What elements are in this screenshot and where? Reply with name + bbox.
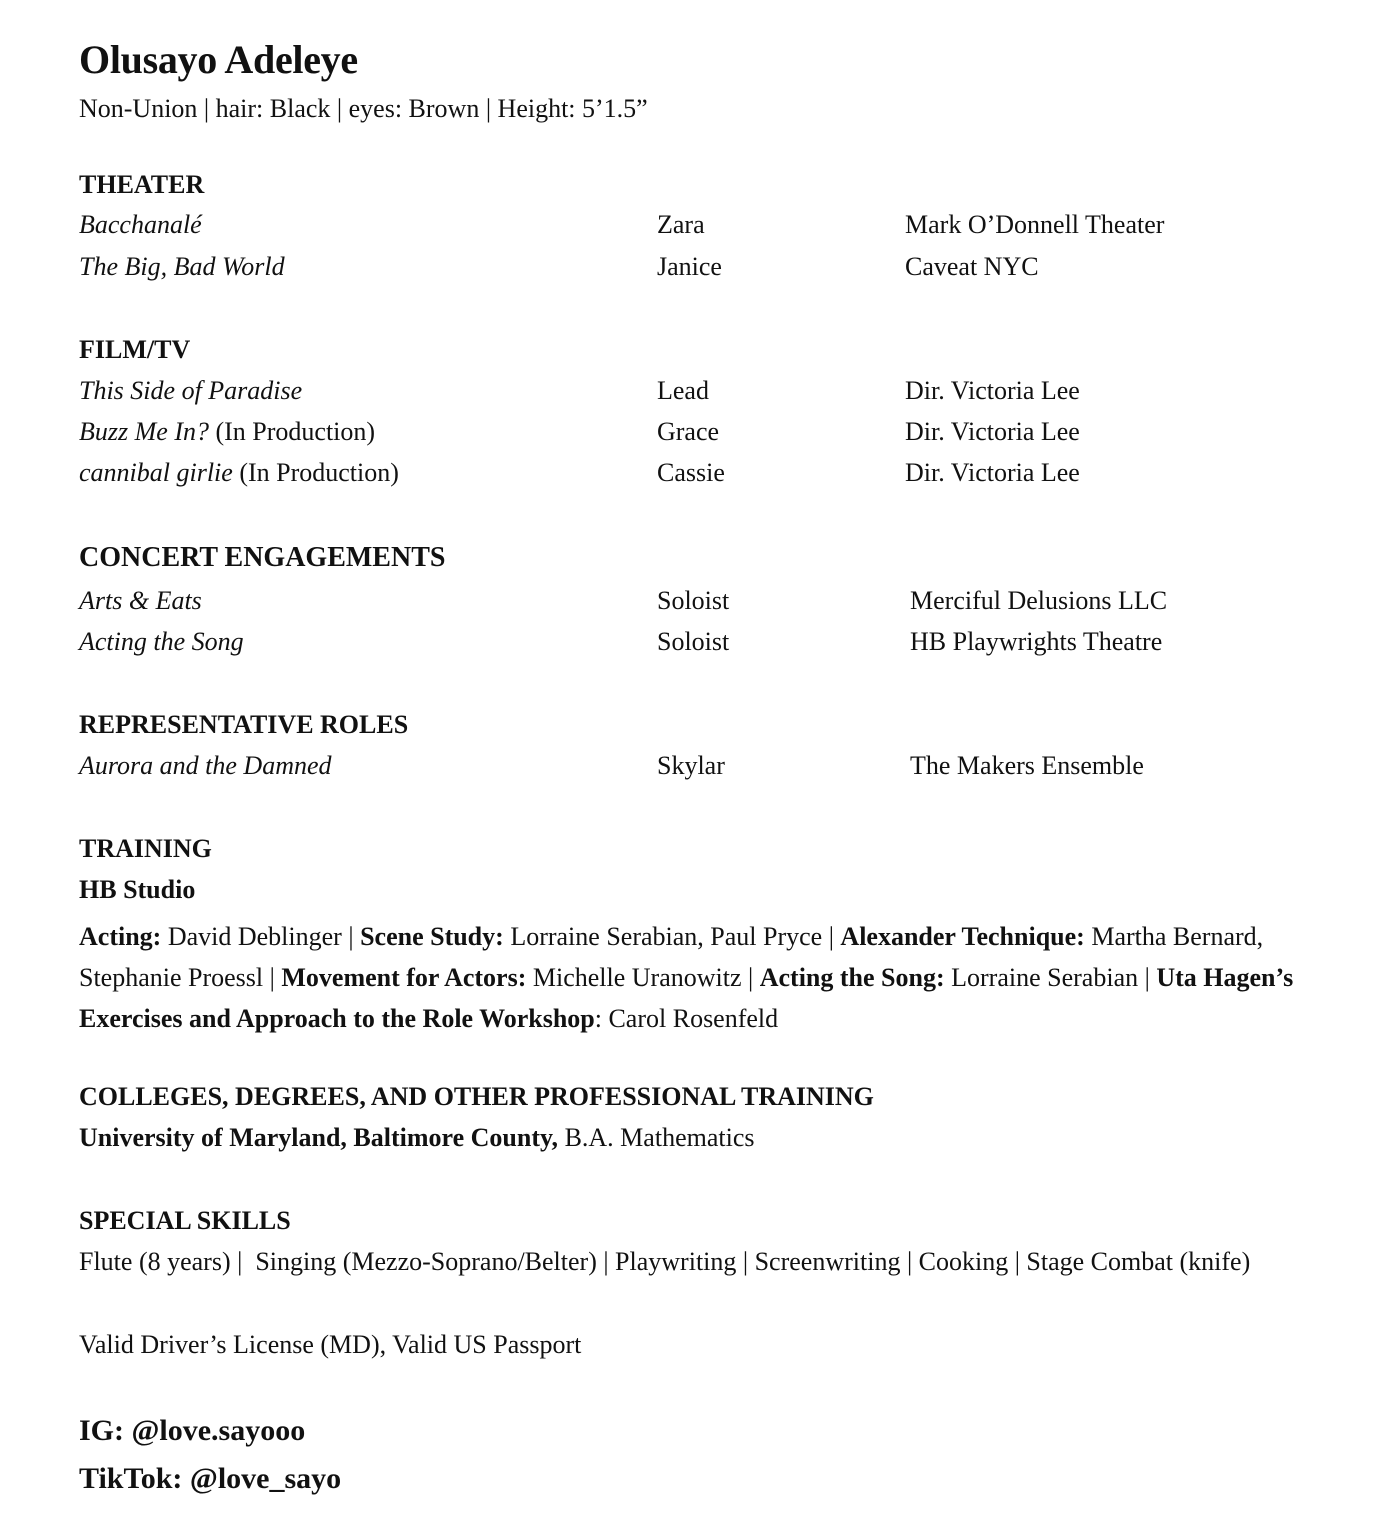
concert-heading: CONCERT ENGAGEMENTS bbox=[79, 542, 446, 573]
training-label: Acting: bbox=[79, 922, 162, 951]
credit-title: Buzz Me In? bbox=[79, 417, 209, 446]
training-label: Movement for Actors: bbox=[281, 963, 527, 992]
training-studio: HB Studio bbox=[79, 875, 196, 904]
training-label: Alexander Technique: bbox=[840, 922, 1085, 951]
credit-title-group bbox=[79, 458, 399, 488]
film-heading: FILM/TV bbox=[79, 335, 191, 364]
credit-title: cannibal girlie bbox=[79, 458, 233, 487]
actor-name: Olusayo Adeleye bbox=[79, 37, 358, 82]
training-label: Uta Hagen’s Exercises and Approach to the Role Workshop bbox=[79, 963, 1294, 1033]
college-entry bbox=[79, 1123, 754, 1153]
credit-title: The Big, Bad World bbox=[79, 252, 285, 281]
separator: | bbox=[341, 922, 361, 951]
credit-venue: Dir. Victoria Lee bbox=[905, 376, 1080, 405]
training-label: Acting the Song: bbox=[759, 963, 945, 992]
tiktok-handle: TikTok: @love_sayo bbox=[79, 1462, 342, 1495]
credit-note: (In Production) bbox=[232, 458, 399, 487]
credit-role: Lead bbox=[657, 376, 709, 405]
credit-role: Soloist bbox=[657, 627, 730, 656]
credit-note: (In Production) bbox=[208, 417, 376, 446]
credit-row bbox=[79, 751, 1329, 785]
college-degree: B.A. Mathematics bbox=[558, 1123, 755, 1152]
credit-row bbox=[79, 458, 1329, 492]
college-school: University of Maryland, Baltimore County, bbox=[79, 1123, 559, 1152]
credit-role: Cassie bbox=[657, 458, 725, 487]
skills-list: Flute (8 years) | Singing (Mezzo-Soprano/Belter) | Playwriting | Screenwriting | Cooking | Stage Combat (knife) bbox=[79, 1247, 1251, 1276]
credit-role: Soloist bbox=[657, 586, 730, 615]
licenses: Valid Driver’s License (MD), Valid US Passport bbox=[79, 1330, 582, 1359]
credit-role: Skylar bbox=[657, 751, 725, 780]
separator: | bbox=[822, 922, 841, 951]
training-teachers: Lorraine Serabian, Paul Pryce bbox=[503, 922, 823, 951]
separator: | bbox=[1138, 963, 1157, 992]
training-heading: TRAINING bbox=[79, 834, 212, 863]
credit-row bbox=[79, 417, 1329, 451]
separator: | bbox=[263, 963, 282, 992]
credit-title-group bbox=[79, 417, 375, 447]
credit-role: Zara bbox=[657, 210, 705, 239]
separator: | bbox=[741, 963, 760, 992]
credit-venue: Caveat NYC bbox=[905, 252, 1039, 281]
theater-heading: THEATER bbox=[79, 170, 205, 199]
credit-venue: The Makers Ensemble bbox=[910, 751, 1144, 780]
skills-heading: SPECIAL SKILLS bbox=[79, 1206, 291, 1235]
credit-title: Bacchanalé bbox=[79, 210, 202, 239]
credit-venue: Dir. Victoria Lee bbox=[905, 458, 1080, 487]
credit-venue: Mark O’Donnell Theater bbox=[905, 210, 1165, 239]
actor-stats: Non-Union | hair: Black | eyes: Brown | Height: 5’1.5” bbox=[79, 94, 648, 123]
credit-venue: HB Playwrights Theatre bbox=[910, 627, 1163, 656]
training-teachers: Michelle Uranowitz bbox=[526, 963, 742, 992]
representative-heading: REPRESENTATIVE ROLES bbox=[79, 710, 409, 739]
instagram-handle: IG: @love.sayooo bbox=[79, 1414, 306, 1447]
training-teachers: Martha Bernard, Stephanie Proessl bbox=[79, 922, 1264, 992]
credit-title: Acting the Song bbox=[79, 627, 244, 656]
credit-row bbox=[79, 627, 1329, 661]
credit-row bbox=[79, 252, 1329, 286]
credit-title: Arts & Eats bbox=[79, 586, 202, 615]
credit-row bbox=[79, 586, 1329, 620]
training-teachers: Lorraine Serabian bbox=[944, 963, 1139, 992]
training-teachers: : Carol Rosenfeld bbox=[594, 1004, 779, 1033]
credit-venue: Merciful Delusions LLC bbox=[910, 586, 1168, 615]
credit-title: Aurora and the Damned bbox=[79, 751, 332, 780]
credit-row bbox=[79, 210, 1329, 244]
colleges-heading: COLLEGES, DEGREES, AND OTHER PROFESSIONAL TRAINING bbox=[79, 1082, 874, 1111]
training-label: Scene Study: bbox=[360, 922, 504, 951]
credit-venue: Dir. Victoria Lee bbox=[905, 417, 1080, 446]
training-teachers: David Deblinger bbox=[161, 922, 342, 951]
training-details bbox=[79, 916, 1324, 1039]
credit-row bbox=[79, 376, 1329, 410]
credit-role: Grace bbox=[657, 417, 720, 446]
credit-title: This Side of Paradise bbox=[79, 376, 303, 405]
credit-role: Janice bbox=[657, 252, 722, 281]
